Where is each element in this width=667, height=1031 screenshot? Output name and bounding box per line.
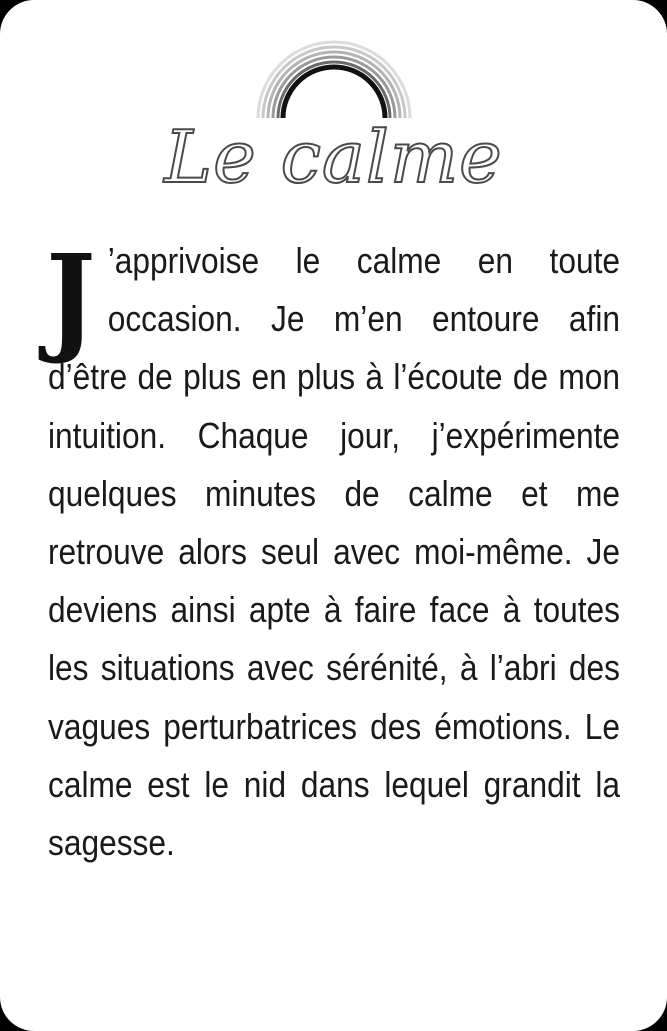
rainbow-arch-icon — [0, 0, 667, 130]
drop-cap: J — [46, 228, 96, 367]
card-title: Le calme — [164, 115, 503, 199]
card-body — [46, 228, 620, 872]
card-body-text: ’apprivoise le calme en toute occasion. Je m’en entoure afin d’être de plus en plus à l’écoute de mon intuition. Chaque jour, j’expérimente quelques minutes de calme et me retrouve alors seul avec moi-même. Je deviens ainsi apte à faire face à toutes les situations avec sérénité, à l’abri des vagues perturbatrices des émotions. Le calme est le nid dans lequel grandit la sagesse. — [48, 240, 620, 864]
